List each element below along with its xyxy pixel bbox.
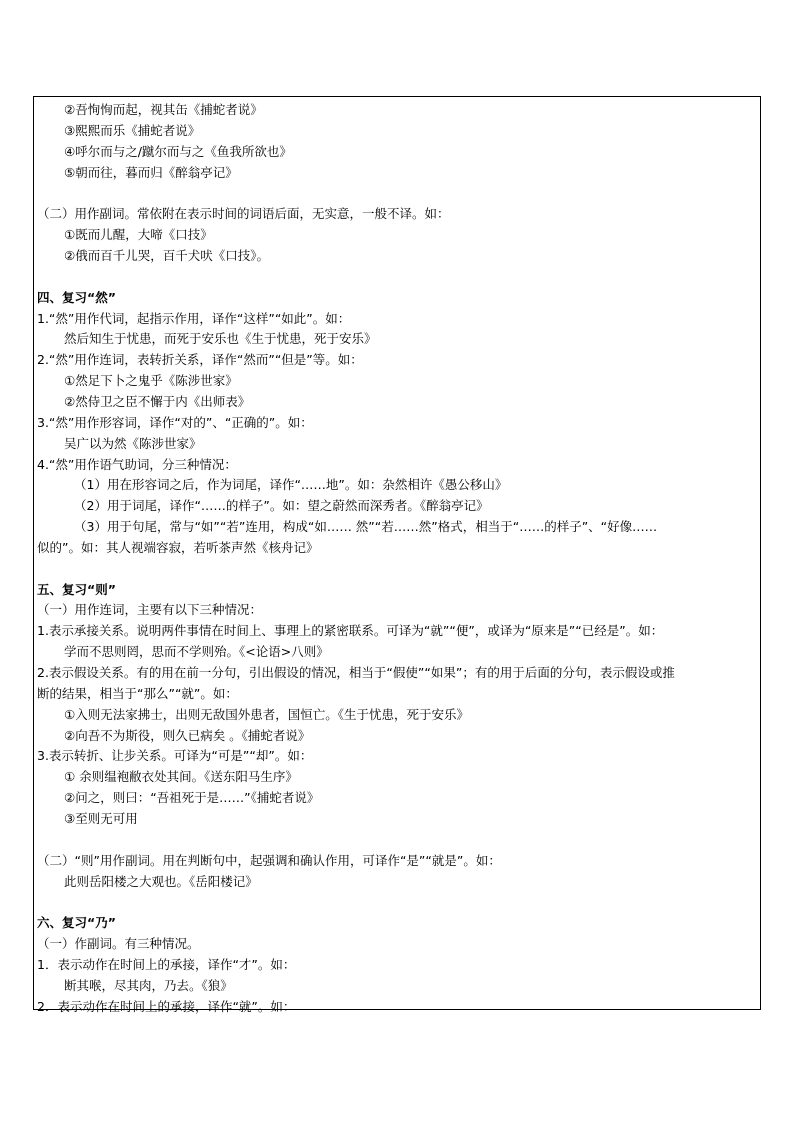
text-line: 然后知生于忧患，而死于安乐也《生于忧患，死于安乐》	[64, 331, 377, 347]
text-line: ①既而儿醒，大啼《口技》	[64, 227, 213, 243]
text-line: 似的”。如：其人视端容寂，若听茶声然《核舟记》	[37, 539, 319, 555]
text-line: （一）用作连词，主要有以下三种情况：	[37, 602, 263, 618]
text-line: 2．表示动作在时间上的承接，译作“就”。如：	[37, 998, 296, 1014]
text-line: （1）用在形容词之后，作为词尾，译作“……地”。如：杂然相许《愚公移山》	[74, 477, 508, 493]
text-line: 3.表示转折、让步关系。可译为“可是”“却”。如：	[37, 748, 313, 764]
text-line: 2.“然”用作连词，表转折关系，译作“然而”“但是”等。如：	[37, 352, 363, 368]
text-line: ②然侍卫之臣不懈于内《出师表》	[64, 393, 251, 409]
text-line: 1．表示动作在时间上的承接，译作“才”。如：	[37, 956, 296, 972]
text-line: （二）用作副词。常依附在表示时间的词语后面，无实意，一般不译。如：	[37, 206, 450, 222]
text-line: ②问之，则曰：“吾祖死于是……”《捕蛇者说》	[64, 790, 320, 806]
text-line: ①然足下卜之鬼乎《陈涉世家》	[64, 373, 238, 388]
text-line: ③熙熙而乐《捕蛇者说》	[64, 122, 201, 138]
text-line: ②吾恂恂而起，视其缶《捕蛇者说》	[64, 102, 263, 117]
text-line: 学而不思则罔，思而不学则殆。《<论语>八则》	[64, 644, 329, 660]
text-line: ① 余则缊袍敝衣处其间。《送东阳马生序》	[64, 769, 298, 785]
text-line: ②俄而百千儿哭，百千犬吠《口技》。	[64, 247, 269, 263]
text-line: ③至则无可用	[64, 810, 138, 826]
document-table-cell	[33, 96, 761, 1014]
text-line: 吴广以为然《陈涉世家》	[64, 435, 202, 451]
text-line: 1.表示承接关系。说明两件事情在时间上、事理上的紧密联系。可译为“就”“便”，或译为“原来是”“已经是”。如：	[37, 623, 664, 639]
text-line: （一）作副词。有三种情况。	[37, 936, 200, 951]
text-line: ①入则无法家拂士，出则无敌国外患者，国恒亡。《生于忧患，死于安乐》	[64, 706, 469, 722]
text-line: 3.“然”用作形容词，译作“对的”、“正确的”。如：	[37, 414, 313, 430]
text-line: ④呼尔而与之/蹴尔而与之《鱼我所欲也》	[64, 143, 292, 159]
text-line: （2）用于词尾，译作“……的样子”。如：望之蔚然而深秀者。《醉翁亭记》	[74, 498, 489, 514]
text-line: 2.表示假设关系。有的用在前一分句，引出假设的情况，相当于“假使”“如果”；有的用于后面的分句，表示假设或推	[37, 665, 675, 680]
section-heading: 四、复习“然”	[37, 289, 116, 305]
text-line: 断其喉，尽其肉，乃去。《狼》	[64, 977, 233, 993]
text-line: ⑤朝而往，暮而归《醉翁亭记》	[64, 164, 238, 180]
section-heading: 六、复习“乃”	[37, 915, 116, 931]
text-line: 此则岳阳楼之大观也。《岳阳楼记》	[64, 873, 258, 889]
section-heading: 五、复习“则”	[37, 581, 116, 597]
text-line: （二）“则”用作副词。用在判断句中，起强调和确认作用，可译作“是”“就是”。如：	[37, 852, 501, 868]
text-line: （3）用于句尾，常与“如”“若”连用，构成“如…… 然”“若……然”格式，相当于“……的样子”、“好像……	[74, 519, 658, 534]
text-line: 1.“然”用作代词，起指示作用，译作“这样”“如此”。如：	[37, 310, 351, 326]
text-line: 断的结果，相当于“那么”“就”。如：	[37, 685, 238, 701]
text-line: 4.“然”用作语气助词，分三种情况：	[37, 456, 237, 472]
text-line: ②向吾不为斯役，则久已病矣 。《捕蛇者说》	[64, 727, 311, 743]
